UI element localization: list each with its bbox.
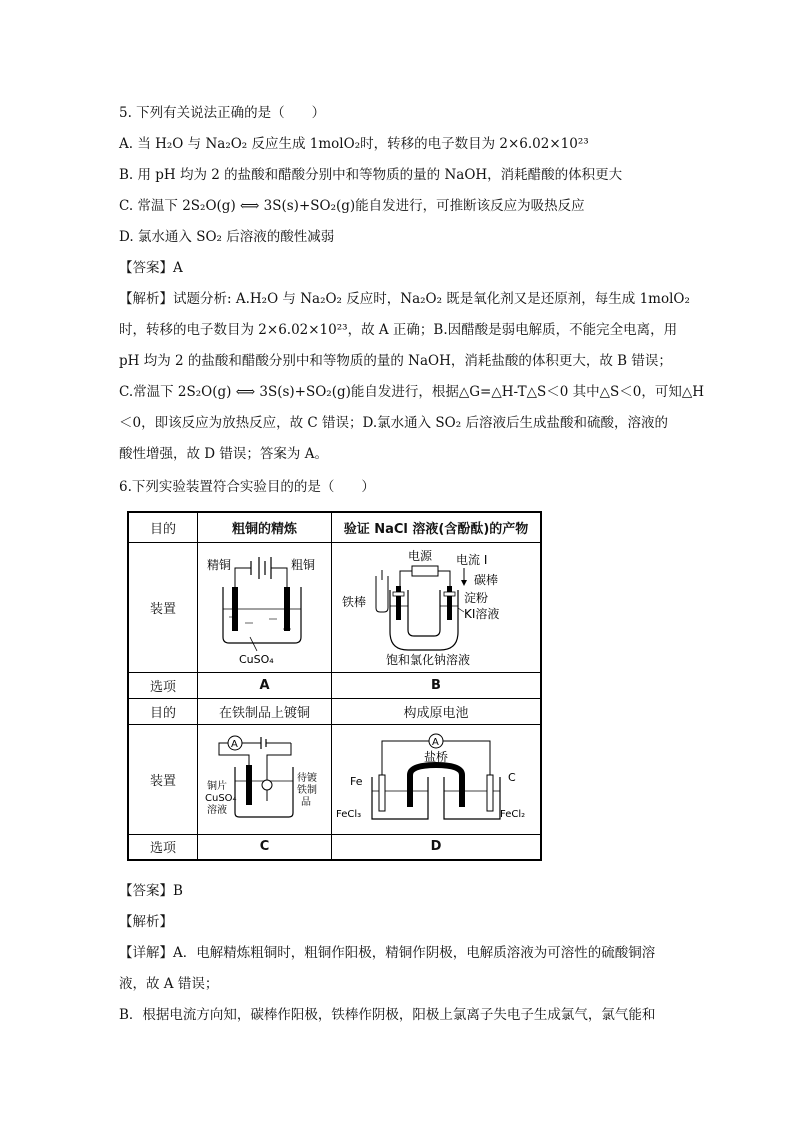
q5-answer: 【答案】A bbox=[119, 260, 183, 276]
label-fecl3: FeCl₃ bbox=[336, 809, 362, 820]
q5-analysis-line: 时，转移的电子数目为 2×6.02×10²³，故 A 正确；B.因醋酸是弱电解质，不能完全电离，用 bbox=[119, 322, 678, 338]
purpose-label: 目的 bbox=[128, 698, 198, 724]
device-label: 装置 bbox=[128, 724, 198, 834]
label-pure-copper: 精铜 bbox=[206, 558, 231, 572]
q5-stem: 5. 下列有关说法正确的是（ ） bbox=[119, 105, 326, 121]
option-label: 选项 bbox=[128, 672, 198, 698]
label-salt-bridge: 盐桥 bbox=[424, 750, 449, 764]
label-fe: Fe bbox=[350, 775, 363, 788]
label-current: 电流 I bbox=[456, 553, 488, 567]
figure-c bbox=[198, 724, 332, 834]
q6-answer: 【答案】B bbox=[119, 883, 183, 899]
q5-analysis-line: ＜0，即该反应为放热反应，故 C 错误；D.氯水通入 SO₂ 后溶液后生成盐酸和硫酸，溶液的 bbox=[119, 415, 668, 431]
label-solution: 溶液 bbox=[206, 805, 227, 816]
ammeter-symbol: A bbox=[230, 739, 238, 750]
label-saturated-nacl: 饱和氯化钠溶液 bbox=[386, 653, 471, 667]
label-crude-copper: 粗铜 bbox=[290, 558, 315, 572]
galvanic-cell-diagram bbox=[336, 729, 536, 829]
q6-detail-line: 液，故 A 错误； bbox=[119, 976, 219, 992]
q5-analysis-line: 【解析】试题分析: A.H₂O 与 Na₂O₂ 反应时，Na₂O₂ 既是氧化剂又是还原剂，每生成 1molO₂ bbox=[119, 291, 690, 307]
experiment-table bbox=[127, 511, 542, 861]
label-ki-solution: KI溶液 bbox=[464, 607, 500, 621]
label-fecl2: FeCl₂ bbox=[500, 809, 526, 820]
electrolysis-refining-diagram bbox=[205, 547, 325, 667]
label-carbon-rod: 碳棒 bbox=[474, 573, 499, 587]
figure-a bbox=[198, 542, 332, 672]
purpose-label: 目的 bbox=[128, 512, 198, 542]
label-iron-rod: 铁棒 bbox=[342, 595, 367, 609]
nacl-electrolysis-diagram bbox=[336, 546, 536, 668]
option-d: D bbox=[332, 834, 542, 860]
electroplating-diagram bbox=[205, 729, 325, 829]
option-label: 选项 bbox=[128, 834, 198, 860]
ammeter-symbol: A bbox=[432, 737, 439, 748]
figure-b bbox=[332, 542, 542, 672]
q5-analysis-line: 酸性增强，故 D 错误；答案为 A。 bbox=[119, 446, 328, 462]
label-product: 品 bbox=[300, 797, 311, 808]
q6-stem: 6.下列实验装置符合实验目的的是（ ） bbox=[119, 479, 375, 495]
label-c: C bbox=[508, 771, 516, 784]
option-c: C bbox=[198, 834, 332, 860]
purpose-b: 验证 NaCl 溶液(含酚酞)的产物 bbox=[332, 512, 542, 542]
q5-option-d: D. 氯水通入 SO₂ 后溶液的酸性减弱 bbox=[119, 229, 335, 245]
option-a: A bbox=[198, 672, 332, 698]
label-cuso4: CuSO₄ bbox=[238, 653, 274, 666]
q5-option-c: C. 常温下 2S₂O(g) ⟺ 3S(s)+SO₂(g)能自发进行，可推断该反应为吸热反应 bbox=[119, 198, 585, 214]
label-starch: 淀粉 bbox=[464, 591, 489, 605]
q6-detail-line: 【详解】A．电解精炼粗铜时，粗铜作阳极，精铜作阴极，电解质溶液为可溶性的硫酸铜溶 bbox=[119, 945, 656, 961]
q5-analysis-line: pH 均为 2 的盐酸和醋酸分别中和等物质的量的 NaOH，消耗盐酸的体积更大，故 B 错误； bbox=[119, 353, 672, 369]
label-iron-made: 铁制 bbox=[296, 785, 317, 796]
purpose-d: 构成原电池 bbox=[332, 698, 542, 724]
label-power: 电源 bbox=[408, 549, 433, 563]
q6-detail-line: B．根据电流方向知，碳棒作阳极，铁棒作阴极，阳极上氯离子失电子生成氯气，氯气能和 bbox=[119, 1007, 656, 1023]
label-to-be-plated: 待镀 bbox=[296, 773, 317, 784]
q5-option-a: A. 当 H₂O 与 Na₂O₂ 反应生成 1molO₂时，转移的电子数目为 2×6.02×10²³ bbox=[119, 136, 589, 152]
purpose-a: 粗铜的精炼 bbox=[198, 512, 332, 542]
figure-d bbox=[332, 724, 542, 834]
device-label: 装置 bbox=[128, 542, 198, 672]
label-cuso4: CuSO₄ bbox=[204, 793, 237, 804]
q6-analysis-title: 【解析】 bbox=[119, 914, 173, 930]
q5-option-b: B. 用 pH 均为 2 的盐酸和醋酸分别中和等物质的量的 NaOH，消耗醋酸的体积更大 bbox=[119, 167, 623, 183]
label-copper-sheet: 铜片 bbox=[206, 781, 227, 792]
q5-analysis-line: C.常温下 2S₂O(g) ⟺ 3S(s)+SO₂(g)能自发进行，根据△G=△H-T△S＜0 其中△S＜0，可知△H bbox=[119, 384, 704, 400]
purpose-c: 在铁制品上镀铜 bbox=[198, 698, 332, 724]
option-b: B bbox=[332, 672, 542, 698]
